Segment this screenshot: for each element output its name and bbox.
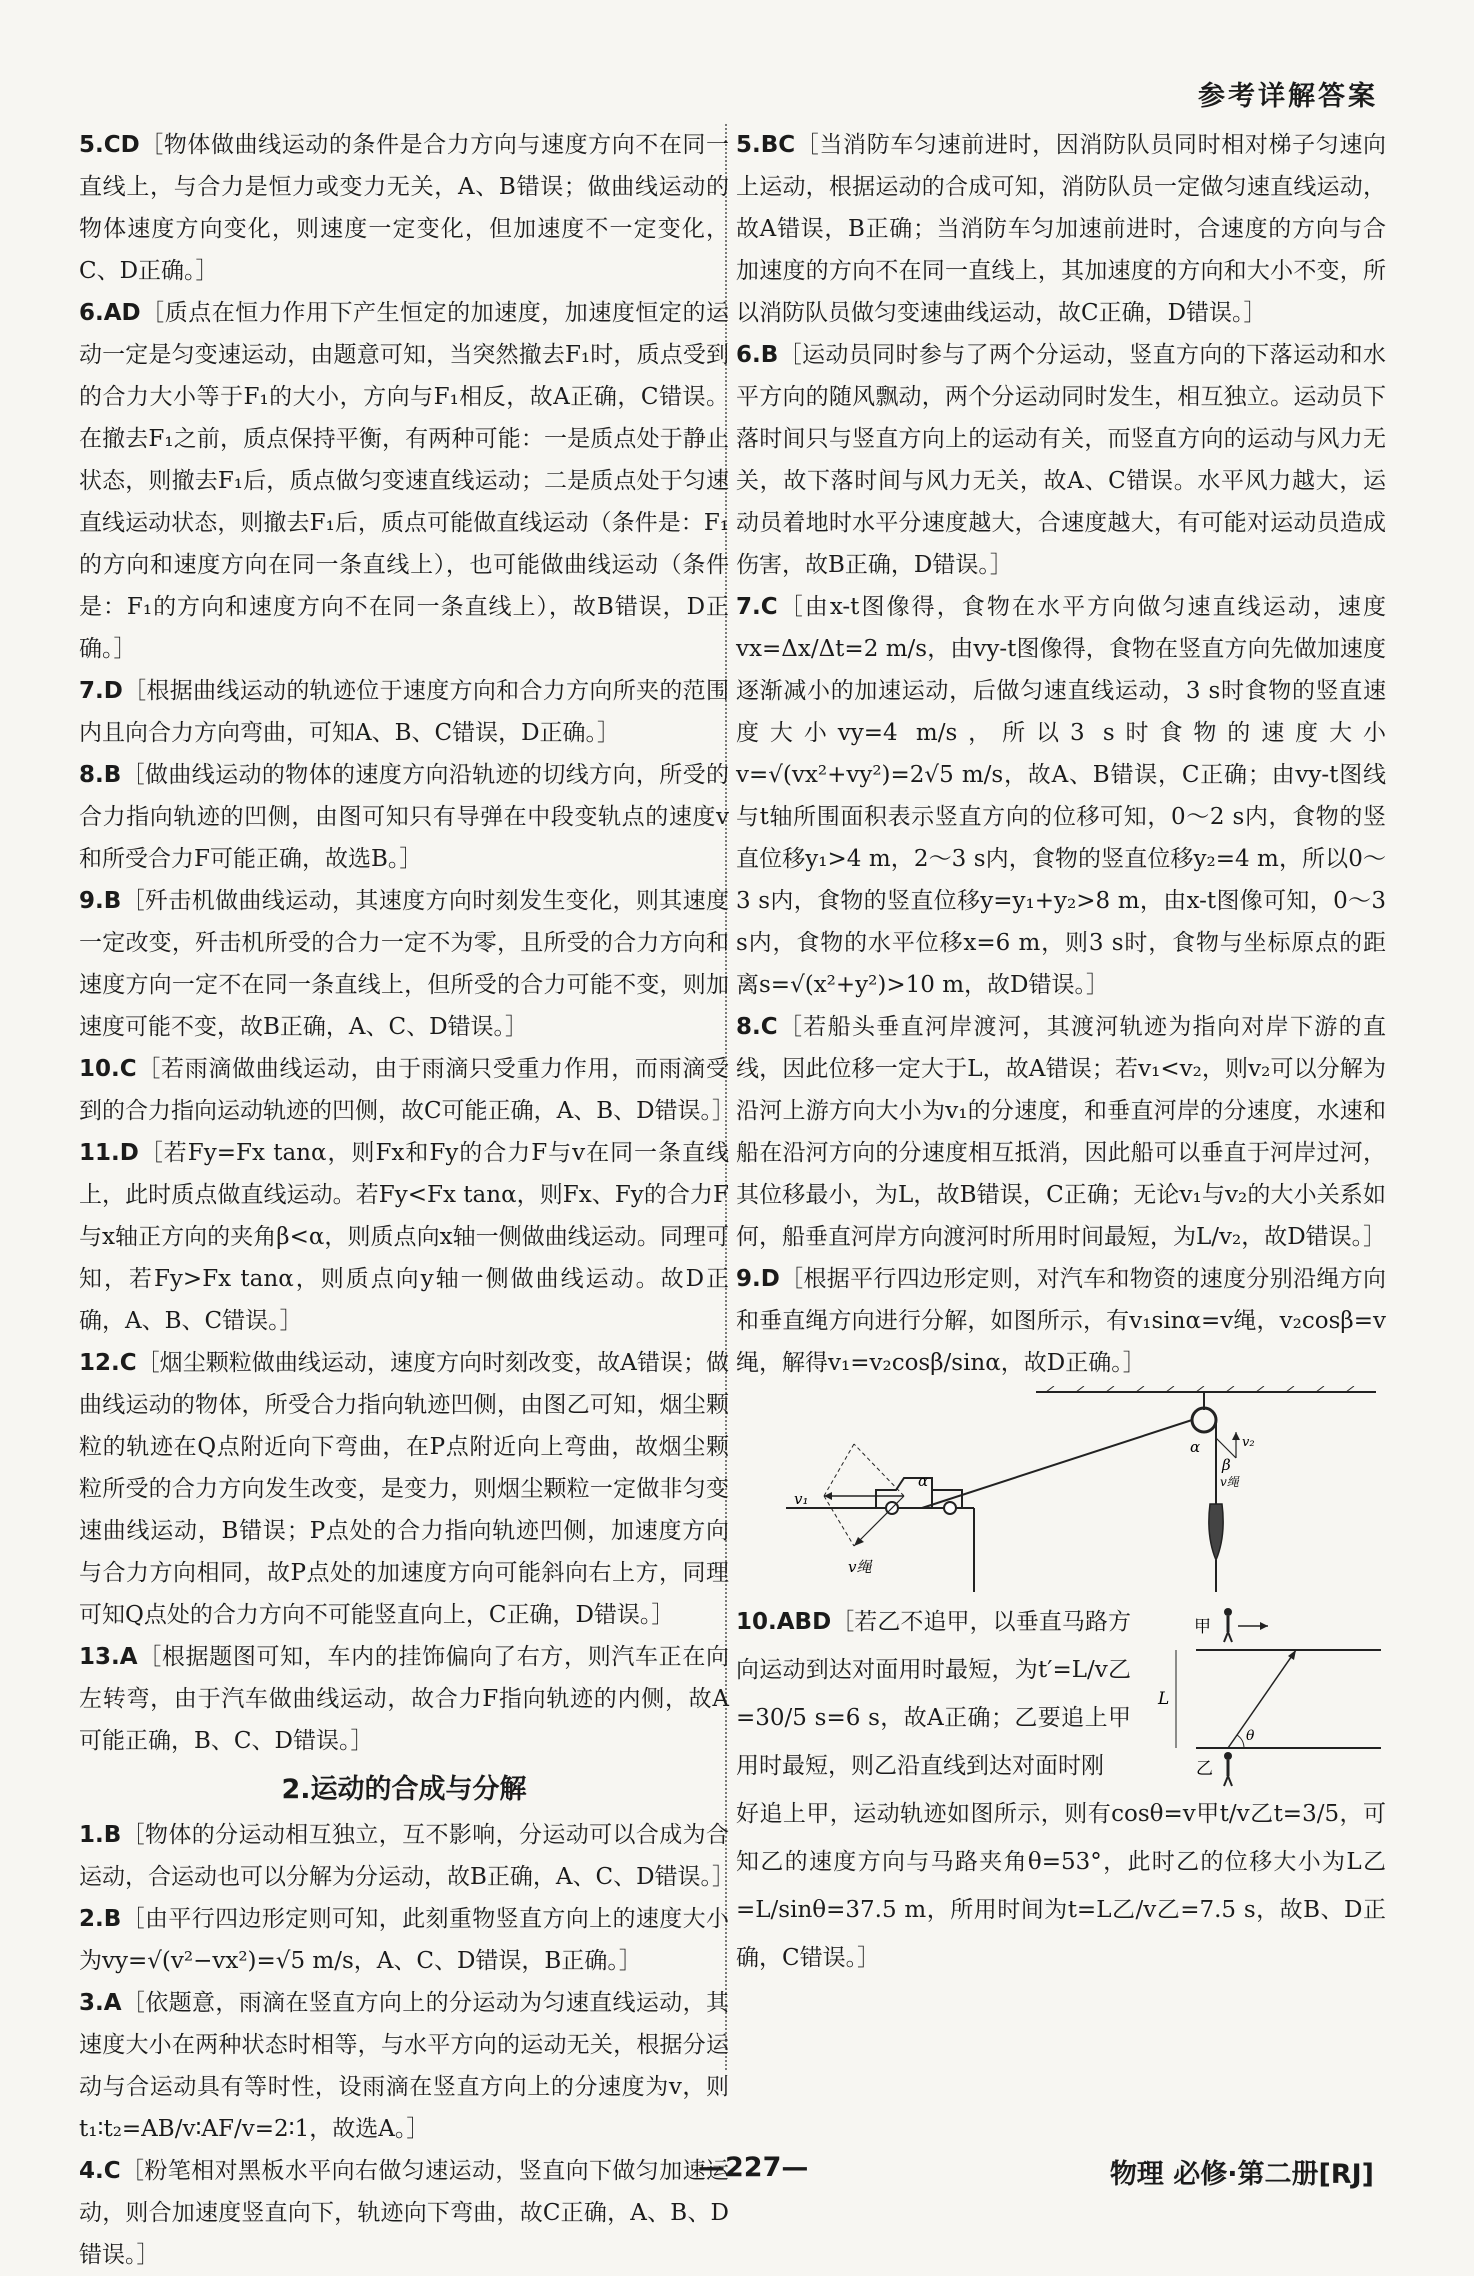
answer-text: ［物体做曲线运动的条件是合力方向与速度方向不在同一直线上，与合力是恒力或变力无关，A、B错误；做曲线运动的物体速度方向变化，则速度一定变化，但加速度不一定变化，C、D正确。］ <box>79 132 729 284</box>
label-v1: v₁ <box>794 1490 809 1508</box>
section-title: 2.运动的合成与分解 <box>281 1774 527 1805</box>
label-beta: β <box>1222 1456 1231 1474</box>
answer-key: 9.B <box>79 888 122 914</box>
answer-text: ［若船头垂直河岸渡河，其渡河轨迹为指向对岸下游的直线，因此位移一定大于L，故A错误；若v₁<v₂，则v₂可以分解为沿河上游方向大小为v₁的分速度，和垂直河岸的分速度，水速和船在沿河方向的分速度相互抵消，因此船可以垂直于河岸过河，其位移最小，为L，故B错误，C正确；无论v₁与v₂的大小关系如何，船垂直河岸方向渡河时所用时间最短，为L/v₂，故D错误。］ <box>736 1014 1387 1250</box>
answer-key: 9.D <box>736 1266 780 1292</box>
answer-item <box>79 1048 736 1132</box>
answer-text: ［烟尘颗粒做曲线运动，速度方向时刻改变，故A错误；做曲线运动的物体，所受合力指向轨迹凹侧，由图乙可知，烟尘颗粒的轨迹在Q点附近向下弯曲，在P点附近向上弯曲，故烟尘颗粒所受的合力方向发生改变，是变力，则烟尘颗粒一定做非匀变速曲线运动，B错误；P点处的合力指向轨迹凹侧，加速度方向与合力方向相同，故P点处的加速度方向可能斜向右上方，同理可知Q点处的合力方向不可能竖直向上，C正确，D错误。］ <box>79 1350 729 1628</box>
answer-item <box>79 1636 729 1762</box>
label-jia: 甲 <box>1194 1617 1211 1637</box>
answer-key: 10.C <box>79 1056 137 1082</box>
answer-key: 5.BC <box>736 132 796 158</box>
label-yi: 乙 <box>1196 1759 1213 1779</box>
answer-item <box>79 670 729 754</box>
answer-text: ［根据题图可知，车内的挂饰偏向了右方，则汽车正在向左转弯，由于汽车做曲线运动，故合力F指向轨迹的内侧，故A可能正确，B、C、D错误。］ <box>79 1644 729 1754</box>
question-10 <box>736 1598 1386 1790</box>
book-title: 物理 必修·第二册[RJ] <box>1109 2159 1374 2190</box>
answer-key: 8.B <box>79 762 122 788</box>
answer-item <box>79 1898 729 1982</box>
answer-text: ［根据平行四边形定则，对汽车和物资的速度分别沿绳方向和垂直绳方向进行分解，如图所示，有v₁sinα=v绳，v₂cosβ=v绳，解得v₁=v₂cosβ/sinα，故D正确。］ <box>736 1266 1386 1376</box>
answer-text: ［由平行四边形定则可知，此刻重物竖直方向上的速度大小为vy=√(v²−vx²)=√5 m/s，A、C、D错误，B正确。］ <box>79 1906 729 1974</box>
answer-text: ［粉笔相对黑板水平向右做匀速运动，竖直向下做匀加速运动，则合加速度竖直向下，轨迹向下弯曲，故C正确，A、B、D错误。］ <box>79 2158 729 2268</box>
answer-key: 7.C <box>736 594 778 620</box>
answer-text: ［歼击机做曲线运动，其速度方向时刻发生变化，则其速度一定改变，歼击机所受的合力一定不为零，且所受的合力方向和速度方向一定不在同一条直线上，但所受的合力可能不变，则加速度可能不变，故B正确，A、C、D错误。］ <box>79 888 729 1040</box>
right-column <box>736 124 1386 1982</box>
figure-truck-rope <box>736 1386 1386 1596</box>
answer-key: 5.CD <box>79 132 140 158</box>
answer-key: 7.D <box>79 678 123 704</box>
answer-item <box>736 586 1386 1006</box>
answer-text: ［依题意，雨滴在竖直方向上的分运动为匀速直线运动，其速度大小在两种状态时相等，与水平方向的运动无关，根据分运动与合运动具有等时性，设雨滴在竖直方向上的分速度为v，则t₁∶t₂=AB/v∶AF/v=2∶1，故选A。］ <box>79 1990 729 2142</box>
answer-key: 3.A <box>79 1990 122 2016</box>
answer-item <box>79 124 729 292</box>
answer-text: ［若雨滴做曲线运动，由于雨滴只受重力作用，而雨滴受到的合力指向运动轨迹的凹侧，故C可能正确，A、B、D错误。］ <box>79 1056 736 1124</box>
label-theta: θ <box>1246 1728 1255 1744</box>
answer-key: 12.C <box>79 1350 137 1376</box>
label-alpha: α <box>1190 1438 1201 1456</box>
answer-key: 4.C <box>79 2158 121 2184</box>
label-v2: v₂ <box>1242 1435 1255 1450</box>
answer-item <box>736 1006 1386 1258</box>
answer-text: ［运动员同时参与了两个分运动，竖直方向的下落运动和水平方向的随风飘动，两个分运动同时发生，相互独立。运动员下落时间只与竖直方向上的运动有关，而竖直方向的运动与风力无关，故下落时间与风力无关，故A、C错误。水平风力越大，运动员着地时水平分速度越大，合速度越大，有可能对运动员造成伤害，故B正确，D错误。］ <box>736 342 1386 578</box>
answer-text: ［若乙不追甲，以垂直马路方向运动到达对面用时最短，为t′=L/v乙=30/5 s=6 s，故A正确；乙要追上甲用时最短，则乙沿直线到达对面时刚 <box>736 1609 1131 1779</box>
answer-text: ［若Fy=Fx tanα，则Fx和Fy的合力F与v在同一条直线上，此时质点做直线运动。若Fy<Fx tanα，则Fx、Fy的合力F与x轴正方向的夹角β<α，则质点向x轴一侧做曲线运动。同理可知，若Fy>Fx tanα，则质点向y轴一侧做曲线运动。故D正确，A、B、C错误。］ <box>79 1140 729 1334</box>
answer-key: 10.ABD <box>736 1609 832 1635</box>
header-title: 参考详解答案 <box>1198 81 1378 112</box>
answer-10-tail: 好追上甲，运动轨迹如图所示，则有cosθ=v甲t/v乙t=3/5，可知乙的速度方向与马路夹角θ=53°，此时乙的位移大小为L乙=L/sinθ=37.5 m，所用时间为t=L乙/v乙=7.5 s，故B、D正确，C错误。］ <box>736 1801 1386 1971</box>
answer-text: ［质点在恒力作用下产生恒定的加速度，加速度恒定的运动一定是匀变速运动，由题意可知，当突然撤去F₁时，质点受到的合力大小等于F₁的大小，方向与F₁相反，故A正确，C错误。在撤去F₁之前，质点保持平衡，有两种可能：一是质点处于静止状态，则撤去F₁后，质点做匀变速直线运动；二是质点处于匀速直线运动状态，则撤去F₁后，质点可能做直线运动（条件是：F₁的方向和速度方向在同一条直线上），也可能做曲线运动（条件是：F₁的方向和速度方向不在同一条直线上），故B错误，D正确。］ <box>79 300 729 662</box>
answer-text: ［做曲线运动的物体的速度方向沿轨迹的切线方向，所受的合力指向轨迹的凹侧，由图可知只有导弹在中段变轨点的速度v和所受合力F可能正确，故选B。］ <box>79 762 729 872</box>
label-vrope: v绳 <box>848 1558 872 1576</box>
answer-item <box>79 1982 729 2150</box>
answer-text: ［物体的分运动相互独立，互不影响，分运动可以合成为合运动，合运动也可以分解为分运动，故B正确，A、C、D错误。］ <box>79 1822 736 1890</box>
answer-text: ［由x-t图像得，食物在水平方向做匀速直线运动，速度vx=Δx/Δt=2 m/s，由vy-t图像得，食物在竖直方向先做加速度逐渐减小的加速运动，后做匀速直线运动，3 s时食物的竖直速度大小vy=4 m/s，所以3 s时食物的速度大小v=√(vx²+vy²)=2√5 m/s，故A、B错误，C正确；由vy-t图线与t轴所围面积表示竖直方向的位移可知，0～2 s内，食物的竖直位移y₁>4 m，2～3 s内，食物的竖直位移y₂=4 m，所以0～3 s内，食物的竖直位移y=y₁+y₂>8 m，由x-t图像可知，0～3 s内，食物的水平位移x=6 m，则3 s时，食物与坐标原点的距离s=√(x²+y²)>10 m，故D错误。］ <box>736 594 1386 998</box>
figure-road-crossing <box>1136 1598 1386 1798</box>
answer-key: 13.A <box>79 1644 138 1670</box>
answer-text: ［当消防车匀速前进时，因消防队员同时相对梯子匀速向上运动，根据运动的合成可知，消防队员一定做匀速直线运动，故A错误，B正确；当消防车匀加速前进时，合速度的方向与合加速度的方向不在同一直线上，其加速度的方向和大小不变，所以消防队员做匀变速曲线运动，故C正确，D错误。］ <box>736 132 1386 326</box>
answer-key: 1.B <box>79 1822 122 1848</box>
answer-item <box>736 1258 1386 1384</box>
answer-item <box>736 334 1386 586</box>
answer-text: ［根据曲线运动的轨迹位于速度方向和合力方向所夹的范围内且向合力方向弯曲，可知A、B、C错误，D正确。］ <box>79 678 729 746</box>
label-L: L <box>1158 1689 1170 1709</box>
answer-item <box>79 2150 729 2276</box>
label-vrope2: v绳 <box>1220 1475 1239 1489</box>
left-column <box>79 124 736 2276</box>
answer-item <box>736 124 1386 334</box>
page-number: —227— <box>698 2152 809 2183</box>
answer-key: 2.B <box>79 1906 122 1932</box>
answer-key: 6.AD <box>79 300 141 326</box>
label-alpha-car: α <box>918 1472 929 1490</box>
answer-key: 6.B <box>736 342 779 368</box>
answer-key: 8.C <box>736 1014 778 1040</box>
answer-item <box>79 880 729 1048</box>
answer-10-head <box>736 1598 1131 1790</box>
answer-item <box>79 1814 736 1898</box>
answer-item <box>79 754 729 880</box>
answer-key: 11.D <box>79 1140 139 1166</box>
answer-item <box>79 1132 729 1342</box>
answer-item <box>79 292 729 670</box>
answer-item <box>79 1342 729 1636</box>
